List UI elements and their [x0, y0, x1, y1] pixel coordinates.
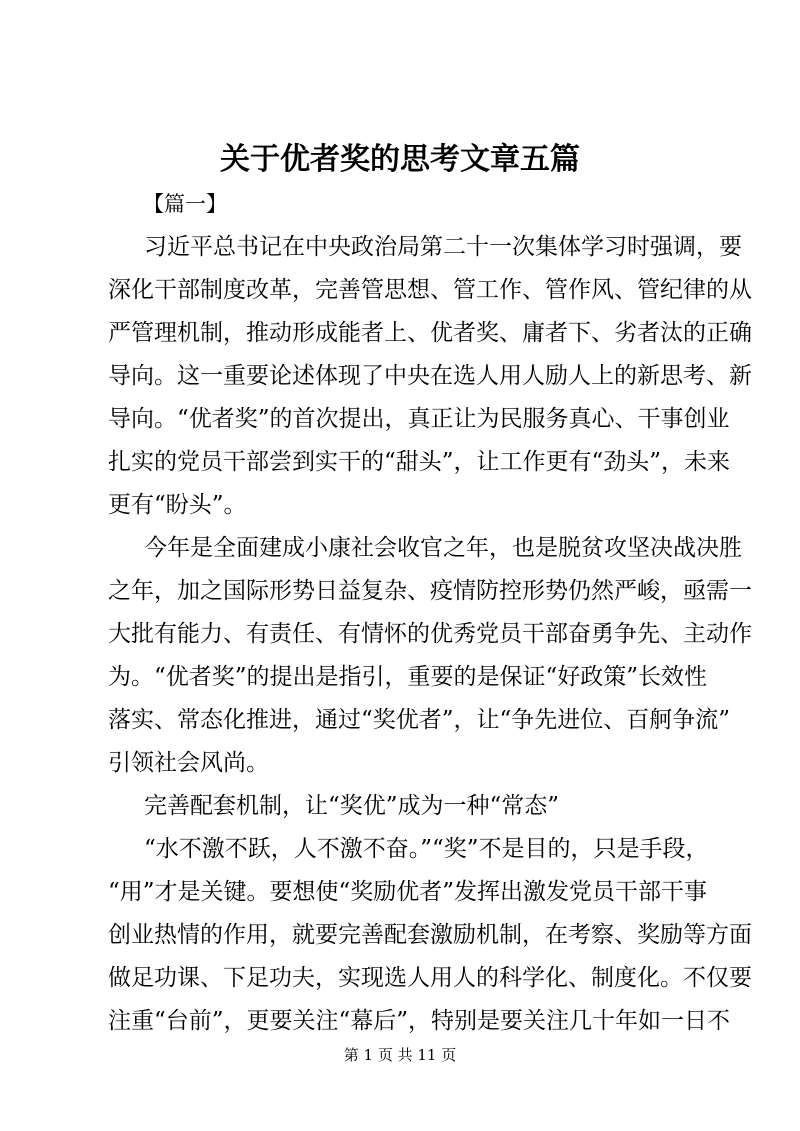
paragraph-line: 习近平总书记在中央政治局第二十一次集体学习时强调，要: [144, 234, 742, 260]
paragraph-line: 做足功课、下足功夫，实现选人用人的科学化、制度化。不仅要: [108, 965, 752, 991]
paragraph-line: “水不激不跃，人不激不奋。”“奖”不是目的，只是手段，: [144, 836, 709, 862]
subheading-line: 完善配套机制，让“奖优”成为一种“常态”: [144, 793, 560, 819]
page-footer: 第 1 页 共 11 页: [343, 1046, 457, 1064]
paragraph-line: 深化干部制度改革，完善管思想、管工作、管作风、管纪律的从: [108, 277, 752, 303]
paragraph-line: 严管理机制，推动形成能者上、优者奖、庸者下、劣者汰的正确: [108, 320, 752, 346]
paragraph-line: 更有“盼头”。: [108, 492, 247, 518]
paragraph-line: 导向。这一重要论述体现了中央在选人用人励人上的新思考、新: [108, 363, 752, 389]
section-label: 【篇一】: [143, 192, 227, 216]
document-title: 关于优者奖的思考文章五篇: [220, 142, 580, 177]
paragraph-line: 今年是全面建成小康社会收官之年，也是脱贫攻坚决战决胜: [144, 535, 742, 561]
paragraph-line: 注重“台前”，更要关注“幕后”，特别是要关注几十年如一日不: [108, 1008, 731, 1034]
paragraph-line: “用”才是关键。要想使“奖励优者”发挥出激发党员干部干事: [108, 879, 708, 905]
paragraph-line: 大批有能力、有责任、有情怀的优秀党员干部奋勇争先、主动作: [108, 621, 752, 647]
paragraph-line: 导向。“优者奖”的首次提出，真正让为民服务真心、干事创业: [108, 406, 730, 432]
paragraph-line: 之年，加之国际形势日益复杂、疫情防控形势仍然严峻，亟需一: [108, 578, 752, 604]
paragraph-line: 引领社会风尚。: [108, 750, 269, 776]
paragraph-line: 创业热情的作用，就要完善配套激励机制，在考察、奖励等方面: [108, 922, 752, 948]
paragraph-line: 为。“优者奖”的提出是指引，重要的是保证“好政策”长效性: [108, 664, 708, 690]
paragraph-line: 扎实的党员干部尝到实干的“甜头”，让工作更有“劲头”，未来: [108, 449, 731, 475]
paragraph-line: 落实、常态化推进，通过“奖优者”，让“争先进位、百舸争流”: [108, 707, 731, 733]
